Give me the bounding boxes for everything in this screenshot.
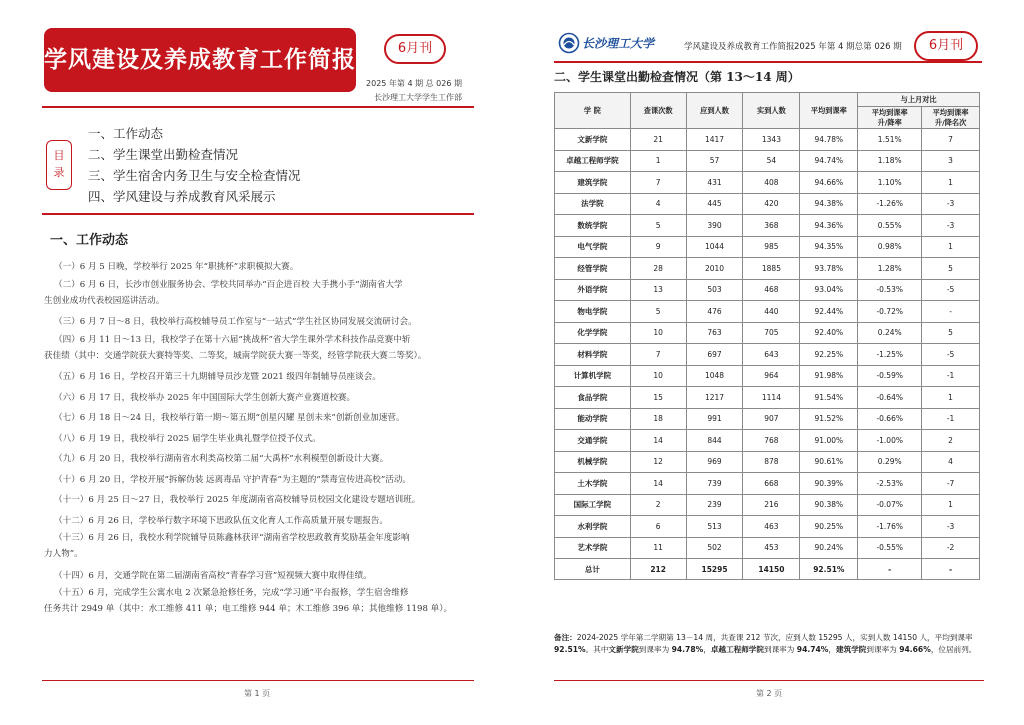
cell-college: 土木学院 [555, 473, 631, 495]
table-row [555, 279, 980, 301]
cell-college: 外语学院 [555, 279, 631, 301]
cell-college: 食品学院 [555, 387, 631, 409]
total-cell-rank-change: - [922, 559, 980, 580]
cell-actual: 964 [743, 365, 800, 387]
cell-rate-change: 1.51% [858, 129, 922, 151]
note-college: 建筑学院 [836, 645, 867, 654]
cell-checks: 13 [630, 279, 686, 301]
cell-actual: 440 [743, 301, 800, 323]
cell-checks: 28 [630, 258, 686, 280]
cell-rank-change: 1 [922, 494, 980, 516]
news-item: （三）6 月 7 日～8 日，我校举行高校辅导员工作室与“一站式”学生社区协同发展交流研讨会。 [54, 317, 417, 327]
news-list [44, 257, 472, 621]
cell-college: 法学院 [555, 193, 631, 215]
cell-expected: 1044 [686, 236, 743, 258]
rank-change-line2: 升/降名次 [934, 117, 967, 127]
note-text: ，位居前列。 [930, 645, 977, 654]
table-row [555, 344, 980, 366]
cell-rank-change: -3 [922, 215, 980, 237]
cell-rank-change: 4 [922, 451, 980, 473]
note-prefix: 备注： [554, 633, 577, 642]
news-item: （二）6 月 6 日，长沙市创业服务协会、学校共同举办“百企进百校 大手携小手”湖南省大学 [54, 279, 403, 290]
cell-rate-change: 0.98% [858, 236, 922, 258]
cell-actual: 453 [743, 537, 800, 559]
cell-checks: 6 [630, 516, 686, 538]
cell-checks: 14 [630, 430, 686, 452]
table-row [555, 129, 980, 151]
cell-college: 数统学院 [555, 215, 631, 237]
cell-rate-change: -0.64% [858, 387, 922, 409]
note-college: 文新学院 [608, 645, 639, 654]
cell-expected: 503 [686, 279, 743, 301]
cell-rank-change: -5 [922, 344, 980, 366]
cell-expected: 239 [686, 494, 743, 516]
table-row [555, 322, 980, 344]
cell-expected: 1217 [686, 387, 743, 409]
cell-rate-change: 0.29% [858, 451, 922, 473]
cell-rate: 90.24% [800, 537, 858, 559]
table-row [555, 387, 980, 409]
total-cell-actual: 14150 [743, 559, 800, 580]
news-item: （十一）6 月 25 日～27 日，我校举行 2025 年度湖南省高校辅导员校园文化建设专题培训班。 [54, 495, 421, 505]
cell-rate: 91.54% [800, 387, 858, 409]
note-text: ， [828, 645, 837, 654]
cell-expected: 739 [686, 473, 743, 495]
toc-label-box [46, 140, 72, 190]
page-number: 第 1 页 [244, 689, 271, 698]
col-header-checks: 查课次数 [630, 93, 686, 129]
col-header-rate: 平均到课率 [800, 93, 858, 129]
total-cell-college: 总计 [555, 559, 631, 580]
cell-rank-change: -1 [922, 365, 980, 387]
total-cell-rate: 92.51% [800, 559, 858, 580]
cell-rank-change: -5 [922, 279, 980, 301]
attendance-table [554, 92, 980, 580]
news-item-continued: 力人物”。 [44, 549, 83, 559]
table-row [555, 430, 980, 452]
cell-rate: 90.61% [800, 451, 858, 473]
publisher: 长沙理工大学学生工作部 [374, 93, 462, 102]
cell-college: 化学学院 [555, 322, 631, 344]
cell-rate-change: 1.18% [858, 150, 922, 172]
news-item-continued: 生创业成功代表校园巡讲活动。 [44, 295, 165, 306]
cell-checks: 5 [630, 301, 686, 323]
cell-rate-change: 0.24% [858, 322, 922, 344]
cell-actual: 643 [743, 344, 800, 366]
news-item: （八）6 月 19 日，我校举行 2025 届学生毕业典礼暨学位授予仪式。 [54, 433, 321, 444]
cell-actual: 408 [743, 172, 800, 194]
total-cell-rate-change: - [858, 559, 922, 580]
cell-college: 经管学院 [555, 258, 631, 280]
issue-badge: 6月刊 [384, 34, 446, 64]
running-header-title: 学风建设及养成教育工作简报 [684, 42, 795, 52]
cell-college: 水利学院 [555, 516, 631, 538]
cell-rate-change: 1.10% [858, 172, 922, 194]
cell-rate: 90.25% [800, 516, 858, 538]
table-row [555, 172, 980, 194]
table-row [555, 451, 980, 473]
header-divider [554, 61, 982, 63]
table-note [554, 632, 984, 656]
cell-expected: 57 [686, 150, 743, 172]
note-college: 卓越工程师学院 [710, 645, 764, 654]
cell-actual: 985 [743, 236, 800, 258]
cell-rank-change: 1 [922, 387, 980, 409]
toc-item[interactable]: 四、学风建设与养成教育风采展示 [88, 189, 276, 204]
news-item: （四）6 月 11 日～13 日，我校学子在第十六届“挑战杯”省大学生课外学术科技作品竞赛中斩 [54, 334, 411, 345]
toc-divider [42, 213, 474, 215]
cell-college: 物电学院 [555, 301, 631, 323]
rank-change-line1: 平均到课率 [932, 107, 969, 117]
table-row [555, 150, 980, 172]
cell-checks: 14 [630, 473, 686, 495]
toc-item[interactable]: 一、工作动态 [88, 126, 164, 141]
cell-checks: 2 [630, 494, 686, 516]
cell-rank-change: 5 [922, 322, 980, 344]
cell-rank-change: -2 [922, 537, 980, 559]
cell-actual: 878 [743, 451, 800, 473]
cell-college: 电气学院 [555, 236, 631, 258]
cell-rank-change: 7 [922, 129, 980, 151]
cell-rate: 91.00% [800, 430, 858, 452]
cell-rank-change: 2 [922, 430, 980, 452]
news-item: （九）6 月 20 日，我校举行湖南省水利类高校第二届“大禹杯”水利模型创新设计大赛。 [54, 454, 389, 464]
cell-actual: 463 [743, 516, 800, 538]
cell-rank-change: -3 [922, 193, 980, 215]
cell-checks: 12 [630, 451, 686, 473]
cell-expected: 697 [686, 344, 743, 366]
table-row [555, 473, 980, 495]
col-header-compare: 与上月对比 [858, 93, 980, 107]
news-item: （十二）6 月 26 日，学校举行数字环境下思政队伍文化育人工作高质量开展专题报告。 [54, 515, 388, 526]
news-item: （十）6 月 20 日，学校开展“拆解伪装 远离毒品 守护青春”为主题的“禁毒宣传进高校”活动。 [54, 474, 412, 485]
cell-rank-change: - [922, 301, 980, 323]
section-title: 二、学生课堂出勤检查情况（第 13～14 周） [554, 70, 800, 84]
cell-rate-change: -1.26% [858, 193, 922, 215]
cell-checks: 5 [630, 215, 686, 237]
note-average-rate: 92.51% [554, 645, 586, 654]
page-number: 第 2 页 [756, 689, 783, 698]
total-cell-checks: 212 [630, 559, 686, 580]
table-row [555, 236, 980, 258]
cell-rate: 94.35% [800, 236, 858, 258]
cell-expected: 844 [686, 430, 743, 452]
cell-rate-change: -0.07% [858, 494, 922, 516]
cell-rank-change: 1 [922, 172, 980, 194]
footer-divider [42, 680, 474, 681]
table-row [555, 365, 980, 387]
note-college-rate: 94.78% [671, 645, 704, 654]
cell-rate: 91.52% [800, 408, 858, 430]
cell-rate: 94.36% [800, 215, 858, 237]
news-item: （一）6 月 5 日晚，学校举行 2025 年“职挑杯”求职模拟大赛。 [54, 262, 299, 272]
cell-checks: 11 [630, 537, 686, 559]
cell-expected: 445 [686, 193, 743, 215]
col-header-college: 学 院 [555, 93, 631, 129]
cell-college: 艺术学院 [555, 537, 631, 559]
table-row [555, 215, 980, 237]
cell-checks: 7 [630, 172, 686, 194]
cell-rate-change: -1.00% [858, 430, 922, 452]
cell-rate-change: -0.53% [858, 279, 922, 301]
note-text: 到课率为 [638, 645, 672, 654]
total-cell-expected: 15295 [686, 559, 743, 580]
cell-actual: 1343 [743, 129, 800, 151]
cell-rate: 94.74% [800, 150, 858, 172]
col-header-rank-change [922, 107, 980, 129]
cell-rate-change: 0.55% [858, 215, 922, 237]
cell-expected: 502 [686, 537, 743, 559]
cell-checks: 7 [630, 344, 686, 366]
cell-expected: 1417 [686, 129, 743, 151]
university-logo [558, 32, 666, 54]
cell-checks: 21 [630, 129, 686, 151]
cell-checks: 10 [630, 322, 686, 344]
section-title: 一、工作动态 [50, 233, 129, 248]
news-item: （六）6 月 17 日，我校举办 2025 年中国国际大学生创新大赛产业赛道校赛。 [54, 392, 356, 403]
briefing-title: 学风建设及养成教育工作简报 [44, 46, 356, 73]
cell-actual: 420 [743, 193, 800, 215]
cell-actual: 468 [743, 279, 800, 301]
table-row [555, 258, 980, 280]
running-header-issue: 2025 年第 4 期总第 026 期 [794, 42, 902, 52]
footer-divider [554, 680, 984, 681]
cell-actual: 54 [743, 150, 800, 172]
note-text: 。其中 [585, 645, 609, 654]
cell-actual: 907 [743, 408, 800, 430]
table-row [555, 193, 980, 215]
cell-rate: 93.78% [800, 258, 858, 280]
cell-expected: 763 [686, 322, 743, 344]
cell-rank-change: 5 [922, 258, 980, 280]
news-item: （十三）6 月 26 日，我校水利学院辅导员陈鑫林获评“湖南省学校思政教育奖励基金年度影响 [54, 533, 410, 543]
cell-rate: 92.40% [800, 322, 858, 344]
table-row [555, 537, 980, 559]
cell-rate: 94.66% [800, 172, 858, 194]
cell-expected: 431 [686, 172, 743, 194]
cell-rate-change: -1.76% [858, 516, 922, 538]
cell-expected: 513 [686, 516, 743, 538]
news-item-continued: 任务共计 2949 单（其中：水工维修 411 单；电工维修 944 单；木工维修 396 单；其他维修 1198 单）。 [44, 604, 453, 614]
table-row [555, 301, 980, 323]
cell-expected: 390 [686, 215, 743, 237]
cell-expected: 1048 [686, 365, 743, 387]
news-item: （十四）6 月，交通学院在第二届湖南省高校“青春学习营”短视频大赛中取得佳绩。 [54, 570, 372, 581]
cell-rate: 93.04% [800, 279, 858, 301]
cell-rate-change: -2.53% [858, 473, 922, 495]
note-text: 到课率为 [763, 645, 797, 654]
cell-checks: 18 [630, 408, 686, 430]
news-item: （五）6 月 16 日，学校召开第三十九期辅导员沙龙暨 2021 级四年制辅导员座谈会。 [54, 372, 381, 382]
toc-label-top: 目 [53, 149, 65, 162]
cell-rate: 91.98% [800, 365, 858, 387]
note-text: 2024-2025 学年第二学期第 13－14 周，共查课 212 节次，应到人数 15295 人，实到人数 14150 人，平均到课率 [576, 633, 973, 642]
cell-rate-change: -0.55% [858, 537, 922, 559]
cell-rate: 94.78% [800, 129, 858, 151]
cell-actual: 705 [743, 322, 800, 344]
issue-number: 2025 年第 4 期 总 026 期 [366, 79, 462, 88]
cell-expected: 476 [686, 301, 743, 323]
cell-rate: 92.25% [800, 344, 858, 366]
cell-checks: 10 [630, 365, 686, 387]
issue-badge: 6月刊 [914, 31, 978, 61]
cell-rate: 90.38% [800, 494, 858, 516]
col-header-rate-change [858, 107, 922, 129]
logo-wordmark: 长沙理工大学 [582, 36, 655, 51]
cell-rank-change: -1 [922, 408, 980, 430]
toc-label-bottom: 录 [53, 166, 65, 179]
cell-college: 材料学院 [555, 344, 631, 366]
cell-checks: 15 [630, 387, 686, 409]
note-college-rate: 94.66% [899, 645, 931, 654]
header-divider [42, 106, 474, 108]
cell-expected: 2010 [686, 258, 743, 280]
cell-expected: 991 [686, 408, 743, 430]
table-row [555, 494, 980, 516]
cell-actual: 216 [743, 494, 800, 516]
cell-expected: 969 [686, 451, 743, 473]
cell-rate: 94.38% [800, 193, 858, 215]
cell-actual: 1114 [743, 387, 800, 409]
toc-item[interactable]: 二、学生课堂出勤检查情况 [88, 147, 239, 162]
cell-college: 计算机学院 [555, 365, 631, 387]
rate-change-line1: 平均到课率 [871, 107, 908, 117]
cell-rank-change: -7 [922, 473, 980, 495]
cell-rank-change: -3 [922, 516, 980, 538]
table-row [555, 408, 980, 430]
col-header-actual: 实到人数 [743, 93, 800, 129]
cell-rate-change: -0.72% [858, 301, 922, 323]
cell-rank-change: 1 [922, 236, 980, 258]
cell-rate-change: -0.59% [858, 365, 922, 387]
cell-college: 能动学院 [555, 408, 631, 430]
table-total-row [555, 559, 980, 580]
table-row [555, 516, 980, 538]
cell-college: 文新学院 [555, 129, 631, 151]
cell-rate-change: 1.28% [858, 258, 922, 280]
col-header-expected: 应到人数 [686, 93, 743, 129]
cell-college: 交通学院 [555, 430, 631, 452]
note-text: 到课率为 [866, 645, 900, 654]
cell-college: 国际工学院 [555, 494, 631, 516]
note-college-rate: 94.74% [796, 645, 829, 654]
cell-actual: 768 [743, 430, 800, 452]
news-item-continued: 获佳绩（其中：交通学院获大赛特等奖、二等奖，城南学院获大赛一等奖，经管学院获大赛二等奖）。 [44, 350, 427, 361]
news-item: （七）6 月 18 日～24 日，我校举行第一期～第五期“创星闪耀 星创未来”创新创业加速营。 [54, 413, 405, 423]
briefing-title-banner [44, 28, 356, 92]
cell-checks: 9 [630, 236, 686, 258]
rate-change-line2: 升/降率 [877, 117, 902, 127]
note-text: ， [703, 645, 711, 654]
cell-college: 卓越工程师学院 [555, 150, 631, 172]
cell-actual: 1885 [743, 258, 800, 280]
cell-actual: 368 [743, 215, 800, 237]
cell-checks: 1 [630, 150, 686, 172]
news-item: （十五）6 月，完成学生公寓水电 2 次紧急抢修任务，完成“学习通”平台报修，学生宿舍维修 [54, 588, 409, 598]
cell-actual: 668 [743, 473, 800, 495]
cell-rate: 90.39% [800, 473, 858, 495]
cell-college: 机械学院 [555, 451, 631, 473]
toc-item[interactable]: 三、学生宿舍内务卫生与安全检查情况 [88, 168, 301, 183]
cell-rate-change: -1.25% [858, 344, 922, 366]
page-2 [512, 0, 1024, 725]
cell-rate-change: -0.66% [858, 408, 922, 430]
cell-rate: 92.44% [800, 301, 858, 323]
cell-college: 建筑学院 [555, 172, 631, 194]
cell-checks: 4 [630, 193, 686, 215]
cell-rank-change: 3 [922, 150, 980, 172]
